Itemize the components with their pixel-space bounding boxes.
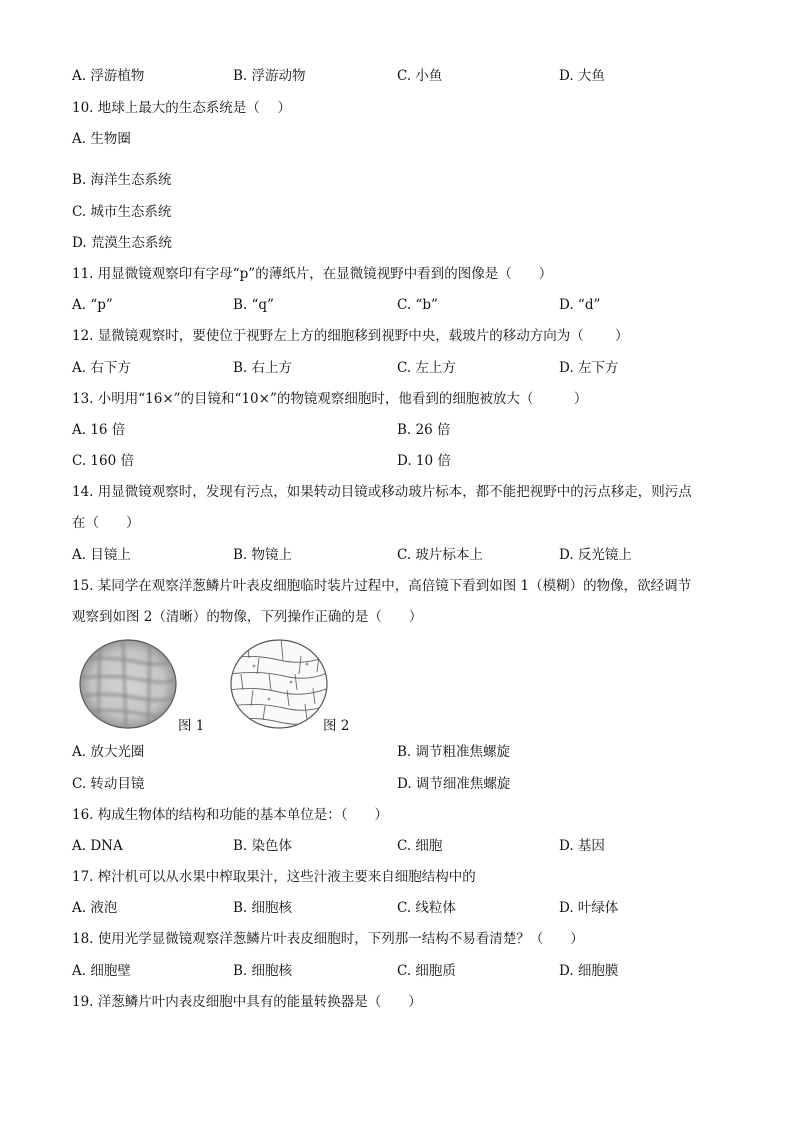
q14-stem-line2: 在（ ） [72,515,140,531]
q15-stem-line2: 观察到如图 2（清晰）的物像，下列操作正确的是（ ） [72,609,423,625]
q14-option-a: A. 目镜上 [72,547,131,563]
q16-option-b: B. 染色体 [233,838,293,854]
q18-option-d: D. 细胞膜 [559,963,619,979]
q11-option-d: D. “d” [559,297,601,313]
q13-option-a: A. 16 倍 [72,422,126,438]
q17-stem: 17. 榨汁机可以从水果中榨取果汁，这些汁液主要来自细胞结构中的 [72,869,476,885]
q12-stem: 12. 显微镜观察时，要使位于视野左上方的细胞移到视野中央，载玻片的移动方向为（ ） [72,328,629,344]
q15-option-a: A. 放大光圈 [72,744,145,760]
q14-option-c: C. 玻片标本上 [397,547,483,563]
figure-1-label: 图 1 [178,718,205,734]
q9-option-b: B. 浮游动物 [233,68,306,84]
q13-option-b: B. 26 倍 [397,422,451,438]
q13-stem: 13. 小明用“16×”的目镜和“10×”的物镜观察细胞时，他看到的细胞被放大（ ） [72,391,588,407]
q14-option-b: B. 物镜上 [233,547,293,563]
q14-option-d: D. 反光镜上 [559,547,632,563]
q14-options [72,546,722,564]
q14-stem-line1: 14. 用显微镜观察时，发现有污点，如果转动目镜或移动玻片标本，都不能把视野中的污点移走，则污点 [72,484,692,500]
q15-options-row2 [72,775,722,793]
q10-option-a: A. 生物圈 [72,131,131,147]
q10-stem: 10. 地球上最大的生态系统是（ ） [72,100,292,116]
q17-option-a: A. 液泡 [72,900,118,916]
q9-option-c: C. 小鱼 [397,68,443,84]
q17-option-b: B. 细胞核 [233,900,293,916]
q12-option-a: A. 右下方 [72,360,131,376]
q17-option-d: D. 叶绿体 [559,900,619,916]
q18-stem: 18. 使用光学显微镜观察洋葱鳞片叶表皮细胞时，下列那一结构不易看清楚？（ ） [72,931,584,947]
q10-option-b: B. 海洋生态系统 [72,172,172,188]
q11-option-b: B. “q” [233,297,274,313]
q13-options-row1 [72,421,722,439]
q13-option-d: D. 10 倍 [397,453,451,469]
q15-options-row1 [72,743,722,761]
q18-option-c: C. 细胞质 [397,963,456,979]
q12-option-b: B. 右上方 [233,360,293,376]
q13-option-c: C. 160 倍 [72,453,134,469]
q17-options [72,899,722,917]
q17-option-c: C. 线粒体 [397,900,456,916]
q9-option-d: D. 大鱼 [559,68,605,84]
q12-options [72,359,722,377]
figure-2-clear-micrograph [229,638,329,730]
q16-option-a: A. DNA [72,838,123,854]
q15-option-c: C. 转动目镜 [72,776,145,792]
q16-options [72,837,722,855]
q16-stem: 16. 构成生物体的结构和功能的基本单位是：（ ） [72,807,389,823]
q10-option-d: D. 荒漠生态系统 [72,235,172,251]
figure-1-blurry-micrograph [78,638,178,730]
q12-option-d: D. 左下方 [559,360,619,376]
q10-option-c: C. 城市生态系统 [72,204,172,220]
q19-stem: 19. 洋葱鳞片叶内表皮细胞中具有的能量转换器是（ ） [72,994,422,1010]
q15-option-b: B. 调节粗准焦螺旋 [397,744,511,760]
q16-option-c: C. 细胞 [397,838,443,854]
q11-options [72,296,722,314]
q13-options-row2 [72,452,722,470]
q15-stem-line1: 15. 某同学在观察洋葱鳞片叶表皮细胞临时装片过程中，高倍镜下看到如图 1（模糊）的物像，欲经调节 [72,578,692,594]
q9-options [72,67,722,85]
q12-option-c: C. 左上方 [397,360,456,376]
figure-2-label: 图 2 [323,718,350,734]
q11-option-a: A. “p” [72,297,113,313]
q18-option-b: B. 细胞核 [233,963,293,979]
q9-option-a: A. 浮游植物 [72,68,145,84]
q15-option-d: D. 调节细准焦螺旋 [397,776,511,792]
q16-option-d: D. 基因 [559,838,605,854]
q11-option-c: C. “b” [397,297,438,313]
q18-options [72,962,722,980]
q11-stem: 11. 用显微镜观察印有字母“p”的薄纸片，在显微镜视野中看到的图像是（ ） [72,266,553,282]
q18-option-a: A. 细胞壁 [72,963,131,979]
